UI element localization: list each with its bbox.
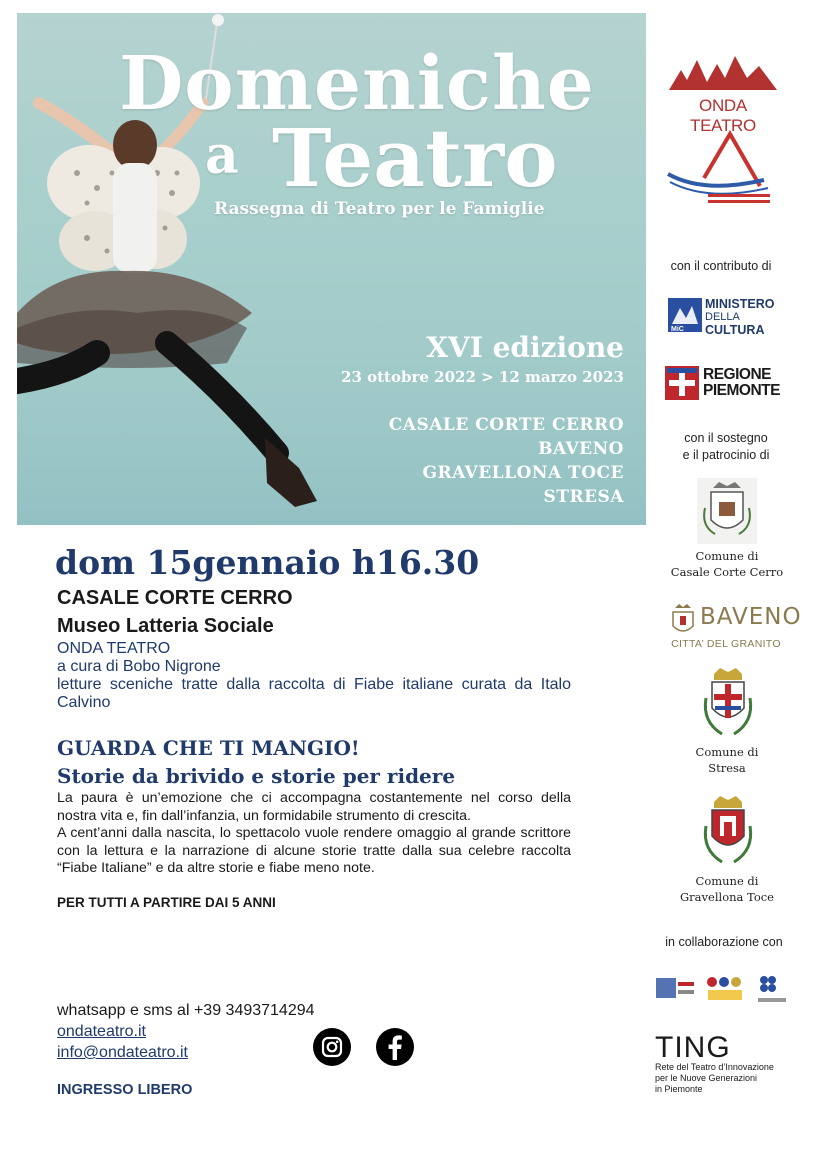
comune-line: Comune di	[695, 874, 759, 888]
event-venue: Museo Latteria Sociale	[57, 615, 274, 637]
collaboration-label: in collaborazione con	[665, 935, 783, 949]
comune-line: Comune di	[695, 745, 759, 759]
edition-label: XVI edizione	[426, 331, 624, 364]
hero-title-line2: Teatro	[272, 111, 558, 205]
event-town: CASALE CORTE CERRO	[57, 587, 293, 609]
partner-logo-icon	[678, 990, 694, 994]
ting-line: Rete del Teatro d’Innovazione	[655, 1062, 774, 1072]
casale-corte-cerro-crest	[697, 478, 757, 544]
comune-line: Comune di	[695, 549, 759, 563]
partner-logo-icon	[760, 984, 768, 992]
partner-logo-icon	[656, 978, 676, 998]
comune-stresa-label	[660, 744, 794, 776]
instagram-icon[interactable]	[313, 1028, 351, 1066]
event-description: letture sceniche tratte dalla raccolta di Fiabe italiane curata da Italo Calvino	[57, 676, 571, 711]
ministero-cultura-logo	[668, 298, 702, 332]
website-link[interactable]: ondateatro.it	[57, 1023, 146, 1040]
comune-line: Gravellona Toce	[680, 890, 774, 904]
facebook-icon[interactable]	[376, 1028, 414, 1066]
mic-label: MiC	[671, 326, 684, 332]
stresa-crest	[700, 668, 756, 740]
partner-logo-icon	[768, 976, 776, 984]
location-item: BAVENO	[538, 439, 624, 459]
email-link[interactable]: info@ondateatro.it	[57, 1044, 188, 1061]
baveno-logo-text: BAVENO	[700, 604, 802, 630]
hero-title-a: a	[205, 125, 239, 186]
show-subtitle: Storie da brivido e storie per ridere	[57, 764, 456, 788]
body-paragraph: La paura è un’emozione che ci accompagna costantemente nel corso della nostra vita e, fin dall’infanzia, un formidabile strumento di crescita.	[57, 790, 571, 824]
ting-description	[655, 1062, 795, 1095]
event-curator: a cura di Bobo Nigrone	[57, 658, 221, 675]
ministero-line: DELLA	[705, 311, 740, 323]
location-item: GRAVELLONA TOCE	[422, 463, 624, 483]
ministero-cultura-text	[705, 298, 774, 337]
partner-logo-icon	[731, 977, 741, 987]
show-body	[57, 790, 571, 878]
ting-logo: TING	[655, 1031, 731, 1064]
partner-logo-icon	[708, 990, 742, 1000]
regione-line: REGIONE	[703, 366, 771, 383]
contribution-label: con il contributo di	[670, 259, 772, 273]
support-label	[656, 430, 796, 464]
comune-line: Stresa	[708, 761, 746, 775]
hero-title-line1: Domeniche	[119, 41, 595, 127]
partner-logo-icon	[707, 977, 717, 987]
onda-teatro-logo-text: ONDA TEATRO	[690, 96, 756, 135]
partner-logos	[654, 972, 790, 1010]
residenza-multidisciplinare-logo	[664, 130, 776, 210]
ting-line: in Piemonte	[655, 1084, 703, 1094]
entry-notice: INGRESSO LIBERO	[57, 1082, 193, 1098]
baveno-crest	[670, 604, 696, 636]
partner-logo-icon	[758, 998, 786, 1002]
festival-dates: 23 ottobre 2022 > 12 marzo 2023	[341, 368, 624, 386]
event-date: dom 15gennaio h16.30	[55, 543, 480, 582]
regione-piemonte-crest	[665, 366, 699, 400]
age-notice: PER TUTTI A PARTIRE DAI 5 ANNI	[57, 895, 276, 910]
comune-gravellona-label	[660, 873, 794, 905]
partner-logo-icon	[678, 982, 694, 986]
ministero-line: CULTURA	[705, 323, 765, 337]
gravellona-toce-crest	[700, 796, 756, 868]
show-title: GUARDA CHE TI MANGIO!	[57, 736, 360, 760]
support-line: con il sostegno	[684, 431, 768, 445]
comune-line: Casale Corte Cerro	[670, 565, 784, 579]
baveno-logo-subtitle: CITTA’ DEL GRANITO	[671, 638, 781, 650]
regione-line: PIEMONTE	[703, 382, 780, 399]
partner-logo-icon	[760, 976, 768, 984]
event-company: ONDA TEATRO	[57, 640, 171, 657]
ministero-line: MINISTERO	[705, 297, 775, 311]
partner-logo-icon	[768, 984, 776, 992]
regione-piemonte-text	[703, 367, 780, 399]
hero-subtitle: Rassegna di Teatro per le Famiglie	[214, 199, 545, 219]
location-item: CASALE CORTE CERRO	[388, 415, 624, 435]
comune-casale-label	[660, 548, 794, 580]
partner-logo-icon	[719, 977, 729, 987]
support-line: e il patrocinio di	[682, 448, 770, 462]
ting-line: per le Nuove Generazioni	[655, 1073, 758, 1083]
contact-phone: whatsapp e sms al +39 3493714294	[57, 1002, 315, 1019]
hero-banner	[17, 13, 646, 525]
location-item: STRESA	[543, 487, 624, 507]
onda-teatro-logo	[667, 52, 779, 94]
body-paragraph: A cent’anni dalla nascita, lo spettacolo vuole rendere omaggio al grande scrittore con la lettura e la narrazione di alcune storie tratte dalla sua celebre raccolta “Fiabe Italiane” e da altre storie e fiabe meno note.	[57, 825, 571, 876]
